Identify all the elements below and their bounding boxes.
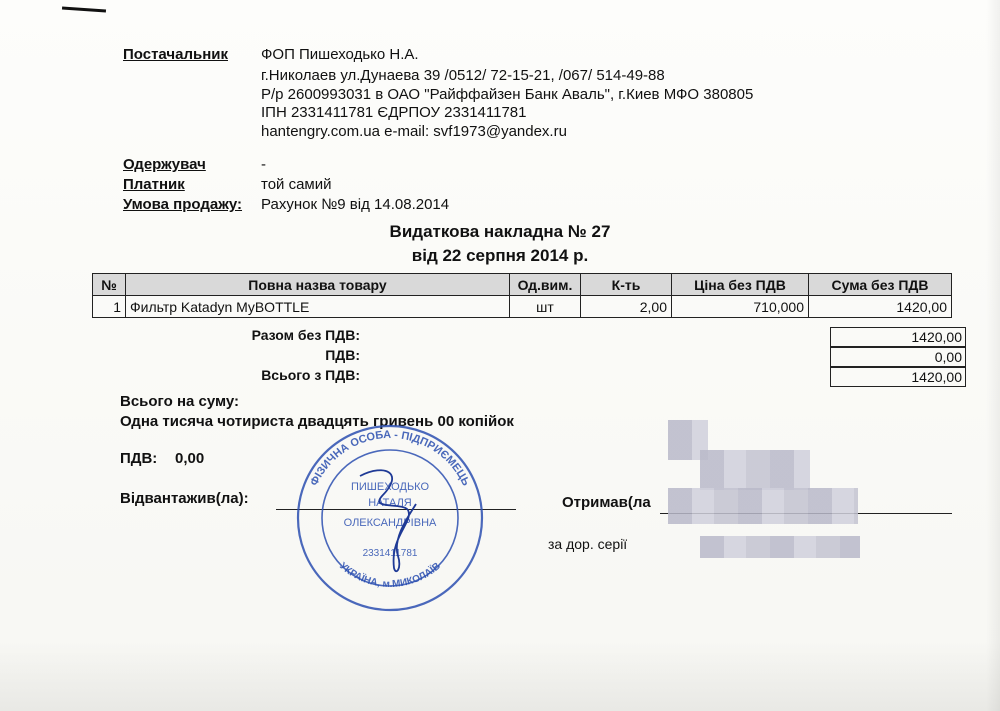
col-qty: К-ть bbox=[581, 274, 672, 296]
redaction-block bbox=[700, 536, 860, 558]
payer-label: Платник bbox=[123, 176, 185, 193]
table-row bbox=[93, 296, 952, 318]
summary-vat-value: 0,00 bbox=[175, 450, 205, 467]
stamp-line-patronymic: ОЛЕКСАНДРІВНА bbox=[343, 517, 437, 529]
col-name: Повна назва товару bbox=[126, 274, 510, 296]
vat-label: ПДВ: bbox=[325, 347, 360, 363]
stamp-ring-text: ФІЗИЧНА ОСОБА - ПІДПРИЄМЕЦЬ bbox=[308, 428, 472, 488]
supplier-label: Постачальник bbox=[123, 46, 228, 63]
table-header-row bbox=[93, 274, 952, 296]
sum-label: Всього на суму: bbox=[120, 393, 240, 410]
sum-words: Одна тисяча чотириста двадцять гривень 00 копійок bbox=[120, 413, 514, 430]
document-date: від 22 серпня 2014 р. bbox=[411, 246, 589, 265]
row-name: Фильтр Katadyn MyBOTTLE bbox=[126, 296, 510, 318]
received-label: Отримав(ла bbox=[562, 494, 651, 511]
summary-vat-label: ПДВ: bbox=[120, 450, 158, 467]
subtotal-label: Разом без ПДВ: bbox=[251, 327, 360, 343]
terms-value: Рахунок №9 від 14.08.2014 bbox=[261, 196, 450, 213]
page-edge-shadow bbox=[986, 0, 1000, 711]
page-bottom-shadow bbox=[0, 641, 1000, 711]
company-stamp bbox=[290, 418, 490, 618]
terms-label: Умова продажу: bbox=[123, 196, 243, 213]
shipped-label: Відвантажив(ла): bbox=[120, 490, 249, 507]
stamp-line-name: НАТАЛЯ bbox=[368, 497, 412, 509]
stamp-bottom-text: УКРАЇНА, м.МИКОЛАЇВ bbox=[337, 560, 443, 590]
document-title: Видаткова накладна № 27 bbox=[389, 222, 611, 241]
stamp-line-surname: ПИШЕХОДЬКО bbox=[350, 481, 430, 493]
payer-value: той самий bbox=[261, 176, 332, 193]
supplier-address: г.Николаев ул.Дунаева 39 /0512/ 72-15-21, /067/ 514-49-88 bbox=[261, 67, 665, 84]
row-unit: шт bbox=[510, 296, 581, 318]
col-number: № bbox=[93, 274, 126, 296]
supplier-account: Р/р 2600993031 в ОАО "Райффайзен Банк Аваль", г.Киев МФО 380805 bbox=[261, 86, 754, 103]
col-sum: Сума без ПДВ bbox=[809, 274, 952, 296]
col-unit: Од.вим. bbox=[510, 274, 581, 296]
row-qty: 2,00 bbox=[581, 296, 672, 318]
redaction-block bbox=[668, 488, 858, 524]
recipient-label: Одержувач bbox=[123, 156, 206, 173]
supplier-tax-ids: ІПН 2331411781 ЄДРПОУ 2331411781 bbox=[261, 104, 527, 121]
total-label: Всього з ПДВ: bbox=[261, 367, 360, 383]
vat-value: 0,00 bbox=[830, 347, 966, 367]
supplier-name: ФОП Пишеходько Н.А. bbox=[261, 46, 419, 63]
subtotal-value: 1420,00 bbox=[830, 327, 966, 347]
svg-text:ФІЗИЧНА ОСОБА - ПІДПРИЄМЕЦЬ bbox=[308, 429, 472, 488]
supplier-web-email: hantengry.com.ua e-mail: svf1973@yandex.ru bbox=[261, 123, 567, 140]
col-price: Ціна без ПДВ bbox=[672, 274, 809, 296]
recipient-value: - bbox=[261, 156, 266, 173]
row-price: 710,000 bbox=[672, 296, 809, 318]
svg-text:УКРАЇНА, м.МИКОЛАЇВ bbox=[337, 561, 443, 590]
total-value: 1420,00 bbox=[830, 367, 966, 387]
goods-table bbox=[92, 273, 952, 318]
stamp-code: 2331411781 bbox=[362, 548, 418, 559]
row-number: 1 bbox=[93, 296, 126, 318]
scan-mark bbox=[62, 6, 106, 12]
redaction-block bbox=[700, 450, 810, 490]
series-label: за дор. серії bbox=[548, 536, 628, 552]
row-sum: 1420,00 bbox=[809, 296, 952, 318]
